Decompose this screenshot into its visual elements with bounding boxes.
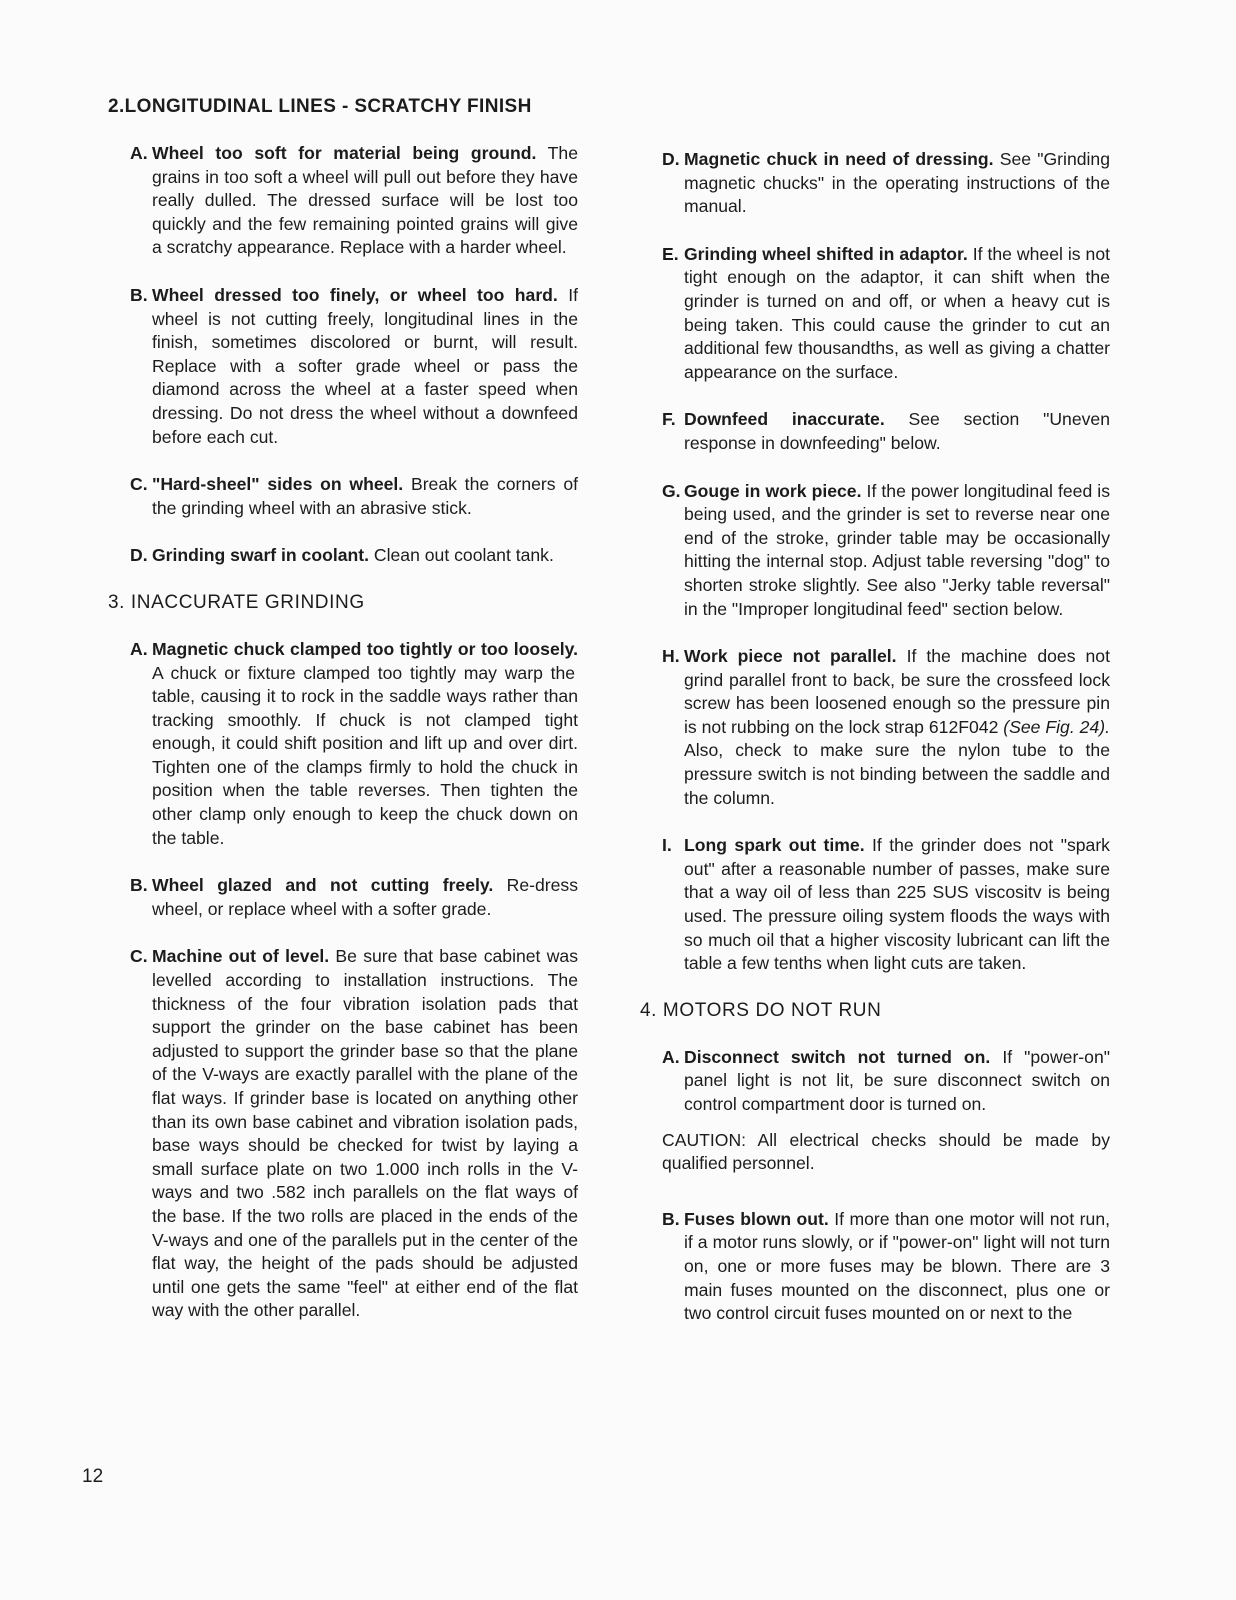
list-item-4b: B. Fuses blown out. If more than one motor will not run, if a motor runs slowly, or if "power-on" light will not turn on, one or more fuses may be blown. There are 3 main fuses mounted on the disconnect, plus one or two control circuit fuses mounted on or next to the	[662, 1208, 1110, 1324]
list-item-3i: I. Long spark out time. If the grinder does not "spark out" after a reasonable number of passes, make sure that a way oil of less than 225 SUS viscositv is being used. The pressure oiling system floods the ways with so much oil that a higher viscosity lubricant can lift the table a few tenths when light cuts are taken.	[662, 835, 1110, 974]
list-item-2c: C. "Hard-sheel" sides on wheel. Break the corners of the grinding wheel with an abrasive stick.	[130, 474, 579, 518]
section-title-inaccurate-grinding: 3. INACCURATE GRINDING	[108, 591, 365, 613]
section-title-motors-do-not-run: 4. MOTORS DO NOT RUN	[640, 999, 882, 1021]
list-item-3f: F. Downfeed inaccurate. See section "Uneven response in downfeeding" below.	[662, 409, 1110, 453]
section-title-longitudinal-lines: 2.LONGITUDINAL LINES - SCRATCHY FINISH	[108, 96, 532, 117]
list-item-3e: E. Grinding wheel shifted in adaptor. If the wheel is not tight enough on the adaptor, it can shift when the grinder is turned on and off, or when a heavy cut is being taken. This could cause the grinder to cut an additional few thousandths, as well as giving a chatter appearance on the surface.	[662, 243, 1110, 382]
figure-reference: (See Fig. 24).	[1003, 716, 1110, 737]
list-item-2b: B. Wheel dressed too finely, or wheel too hard. If wheel is not cutting freely, longitudinal lines in the finish, sometimes discolored or burnt, will result. Replace with a softer grade wheel or pass the diamond across the wheel at a faster speed when dressing. Do not dress the wheel without a downfeed before each cut.	[130, 284, 578, 447]
list-item-3d: D. Magnetic chuck in need of dressing. See "Grinding magnetic chucks" in the operating instructions of the manual.	[662, 149, 1110, 217]
right-column	[640, 148, 1110, 1350]
list-item-3h: H. Work piece not parallel. If the machine does not grind parallel front to back, be sure the crossfeed lock screw has been loosened enough so the pressure pin is not rubbing on the lock strap 612F042 (See Fig. 24). Also, check to make sure the nylon tube to the pressure switch is not binding between the saddle and the column.	[662, 646, 1110, 808]
list-item-3b: B. Wheel glazed and not cutting freely. Re-dress wheel, or replace wheel with a softer grade.	[130, 875, 578, 919]
list-item-4a: A. Disconnect switch not turned on. If "power-on" panel light is not lit, be sure disconnect switch on control compartment door is turned on.	[662, 1046, 1110, 1114]
list-item-3g: G. Gouge in work piece. If the power longitudinal feed is being used, and the grinder is set to reverse near one end of the stroke, grinder table may be occasionally hitting the internal stop. Adjust table reversing "dog" to shorten stroke slightly. See also "Jerky table reversal" in the "Improper longitudinal feed" section below.	[662, 480, 1110, 619]
list-item-3c: C. Machine out of level. Be sure that base cabinet was levelled according to installation instructions. The thickness of the four vibration isolation pads that support the grinder on the base cabinet has been adjusted to support the grinder base so that the plane of the V-ways are exactly parallel with the plane of the flat ways. If grinder base is located on anything other than its own base cabinet and vibration isolation pads, base ways should be checked for twist by laying a small surface plate on two 1.000 inch rolls in the V-ways and two .582 inch parallels on the flat ways of the base. If the two rolls are placed in the ends of the V-ways and one of the parallels put in the center of the flat way, the height of the pads should be adjusted until one gets the same "feel" at either end of the flat way with the other parallel.	[130, 946, 578, 1321]
list-item-2a: A. Wheel too soft for material being ground. The grains in too soft a wheel will pull out before they have really dulled. The dressed surface will be lost too quickly and the few remaining pointed grains will give a scratchy appearance. Replace with a harder wheel.	[130, 143, 578, 258]
caution-note: CAUTION: All electrical checks should be made by qualified personnel.	[662, 1129, 1110, 1174]
page-number: 12	[82, 1466, 104, 1487]
left-column	[108, 96, 578, 1347]
list-item-3a: A. Magnetic chuck clamped too tightly or too loosely. A chuck or fixture clamped too tightly may warp the table, causing it to rock in the saddle ways rather than tracking smoothly. If chuck is not clamped tight enough, it could shift position and lift up and over dirt. Tighten one of the clamps firmly to hold the chuck in position when the table reverses. Then tighten the other clamp only enough to keep the chuck down on the table.	[130, 638, 578, 848]
list-item-2d: D. Grinding swarf in coolant. Clean out coolant tank.	[130, 545, 554, 566]
